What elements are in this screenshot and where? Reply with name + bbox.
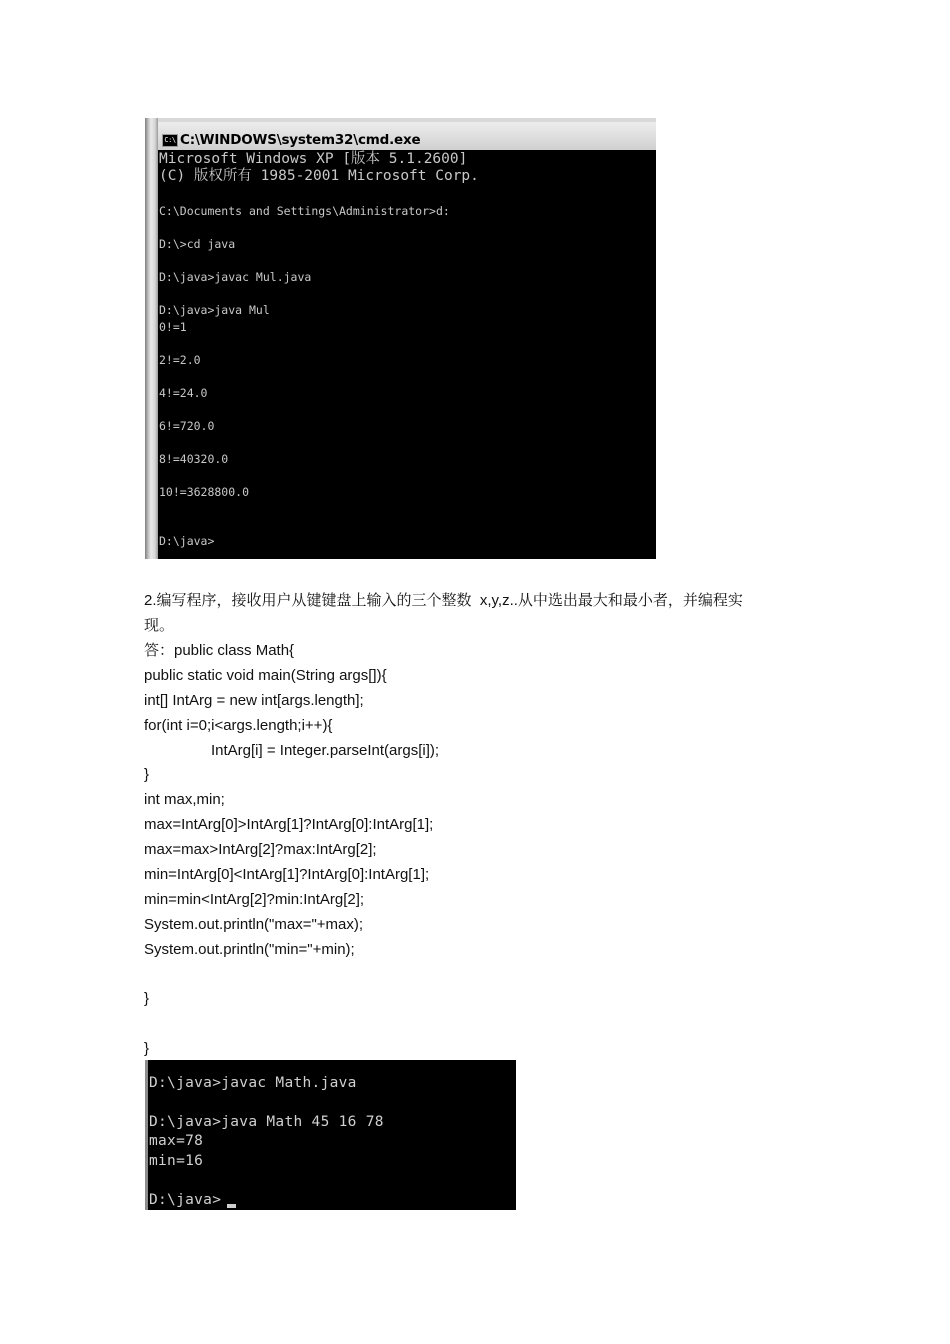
- code-line: for(int i=0;i<args.length;i++){: [144, 717, 333, 734]
- console-line: D:\java>java Math 45 16 78: [149, 1114, 384, 1130]
- console-line: D:\java>javac Math.java: [149, 1075, 357, 1091]
- console-line: Microsoft Windows XP [版本 5.1.2600]: [159, 151, 468, 167]
- console-line: 0!=1: [159, 320, 187, 334]
- code-line: min=IntArg[0]<IntArg[1]?IntArg[0]:IntArg[1];: [144, 866, 430, 883]
- code-line: max=IntArg[0]>IntArg[1]?IntArg[0]:IntArg[1];: [144, 816, 434, 833]
- code-line: System.out.println("min="+min);: [144, 941, 355, 958]
- console-line: D:\java>java Mul: [159, 303, 270, 317]
- window-title: C:\WINDOWS\system32\cmd.exe: [180, 132, 421, 148]
- console-output-screenshot: [145, 1060, 516, 1210]
- question-text-cont: 现。: [144, 617, 175, 634]
- code-line: IntArg[i] = Integer.parseInt(args[i]);: [211, 742, 440, 759]
- code-line: }: [144, 990, 150, 1007]
- console-line: 8!=40320.0: [159, 452, 229, 466]
- code-line: int[] IntArg = new int[args.length];: [144, 692, 364, 709]
- console-line: min=16: [149, 1153, 204, 1169]
- text-cursor: [227, 1204, 236, 1208]
- console-line: D:\java>: [159, 534, 215, 548]
- question-text: 2.编写程序，接收用户从键键盘上输入的三个整数 x,y,z..从中选出最大和最小者，并编程实: [144, 592, 743, 609]
- code-line: public static void main(String args[]){: [144, 667, 387, 684]
- console-line: 10!=3628800.0: [159, 485, 250, 499]
- console-line: D:\java>: [149, 1192, 222, 1208]
- code-line: 答：public class Math{: [144, 642, 295, 659]
- cmd-app-icon: C:\: [162, 134, 178, 147]
- console-line: D:\java>javac Mul.java: [159, 270, 312, 284]
- code-line: min=min<IntArg[2]?min:IntArg[2];: [144, 891, 365, 908]
- code-line: System.out.println("max="+max);: [144, 916, 364, 933]
- console-line: (C) 版权所有 1985-2001 Microsoft Corp.: [159, 168, 479, 184]
- cmd-window-screenshot: [145, 118, 656, 559]
- window-titlebar: [158, 122, 656, 150]
- console-line: C:\Documents and Settings\Administrator>d:: [159, 204, 450, 218]
- code-line: }: [144, 766, 150, 783]
- code-line: int max,min;: [144, 791, 225, 808]
- console-line: max=78: [149, 1133, 204, 1149]
- console-output: [159, 151, 656, 559]
- window-frame-left: [145, 1060, 148, 1210]
- console-line: D:\>cd java: [159, 237, 236, 251]
- code-line: }: [144, 1040, 150, 1057]
- code-line: max=max>IntArg[2]?max:IntArg[2];: [144, 841, 377, 858]
- window-frame-left: [145, 118, 158, 559]
- console-line: 2!=2.0: [159, 353, 201, 367]
- console-line: 4!=24.0: [159, 386, 208, 400]
- console-line: 6!=720.0: [159, 419, 215, 433]
